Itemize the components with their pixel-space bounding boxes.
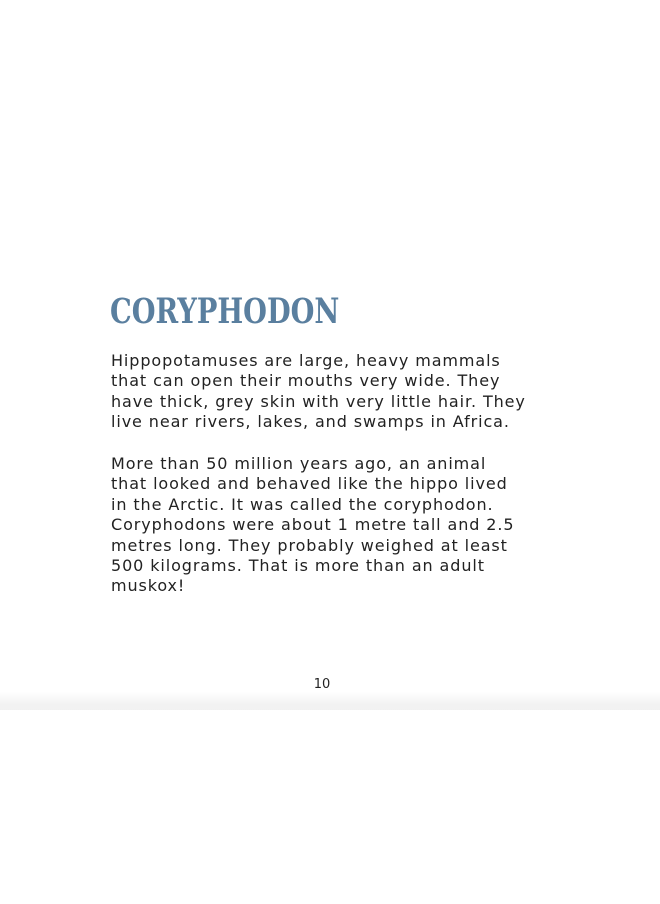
blank-area [0,710,660,904]
paragraph-line: Hippopotamuses are large, heavy mammals [111,351,501,370]
page-title: CORYPHODON [110,291,340,332]
paragraph-line: metres long. They probably weighed at least [111,535,508,555]
paragraph-line: that looked and behaved like the hippo lived [111,474,508,494]
paragraph-line: that can open their mouths very wide. They [111,371,501,391]
paragraph-line: 500 kilograms. That is more than an adult [111,556,485,576]
paragraph-line: Coryphodons were about 1 metre tall and 2.5 [111,515,515,535]
paragraph-hippopotamus [111,351,551,433]
paragraph-line: live near rivers, lakes, and swamps in Africa. [111,412,510,432]
paragraph-line: muskox! [111,576,186,596]
paragraph-coryphodon [111,454,551,597]
page-edge-shadow [0,692,660,710]
paragraph-line: have thick, grey skin with very little hair. They [111,391,526,411]
paragraph-line: More than 50 million years ago, an animal [111,454,487,473]
paragraph-line: in the Arctic. It was called the coryphodon. [111,494,494,514]
page-number: 10 [313,677,331,692]
